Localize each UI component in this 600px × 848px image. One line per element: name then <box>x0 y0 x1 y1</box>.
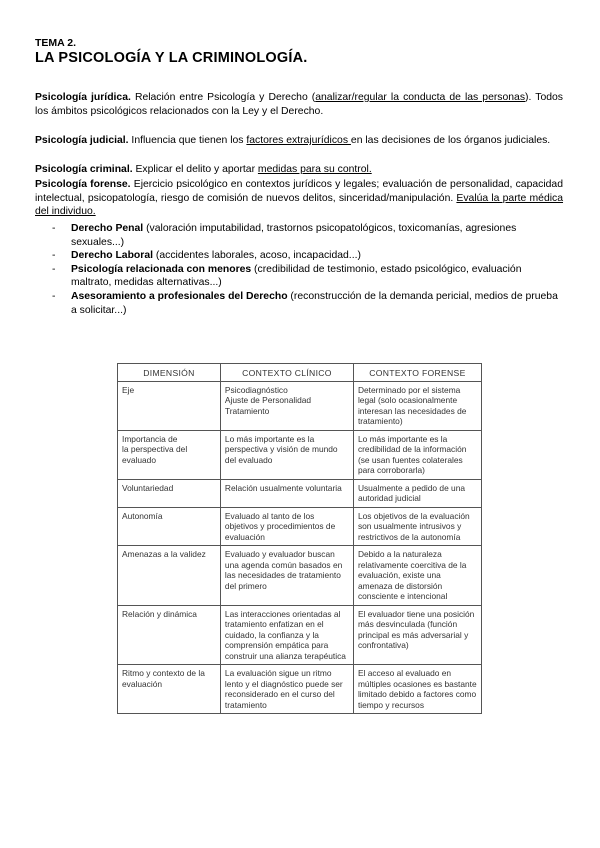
term-label: Psicología criminal. <box>35 164 133 175</box>
paragraph-text: Influencia que tienen los <box>128 135 247 146</box>
list-item-text: (reconstrucción de la demanda pericial, medios de prueba a solicitar...) <box>71 290 558 316</box>
page-title: LA PSICOLOGÍA Y LA CRIMINOLOGÍA. <box>35 50 308 66</box>
underlined-text: medidas para su control. <box>257 164 372 175</box>
table-cell-clinical: La evaluación sigue un ritmo lento y el diagnóstico puede ser reconsiderado en el curso del tratamiento <box>220 665 353 714</box>
list-item <box>52 263 562 290</box>
column-header: CONTEXTO FORENSE <box>353 364 481 382</box>
underlined-text: Evalúa la parte médica del individuo. <box>35 192 564 218</box>
list-dash: - <box>52 263 56 275</box>
list-item-text: (valoración imputabilidad, trastornos psicopatológicos, toxicomanías, agresiones sexuales...) <box>71 223 517 248</box>
table-cell-forensic: El acceso al evaluado en múltiples ocasiones es bastante limitado debido a factores como tiempo y recursos <box>353 665 481 714</box>
underlined-text: analizar/regular la conducta de las personas <box>315 92 526 103</box>
table-cell-clinical: Psicodiagnóstico Ajuste de Personalidad Tratamiento <box>220 381 353 430</box>
paragraph-psicologia-forense <box>35 178 563 219</box>
table-cell-dimension: Relación y dinámica <box>118 605 221 665</box>
paragraph-text: Explicar el delito y aportar <box>132 164 258 175</box>
paragraph-text: Ejercicio psicológico en contextos jurídicos y legales; evaluación de personalidad, capacidad intelectual, psicopatología, riesgo de comisión de nuevos delitos, sinceridad/manipulación. <box>35 179 563 204</box>
term-label: Psicología jurídica. <box>35 92 131 103</box>
column-header: DIMENSIÓN <box>118 364 221 382</box>
table-cell-forensic: Debido a la naturaleza relativamente coercitiva de la evaluación, existe una amenaza de distorsión consciente e intencional <box>353 546 481 606</box>
paragraph-psicologia-judicial <box>35 134 563 148</box>
list-item-text: (credibilidad de testimonio, estado psicológico, evaluación maltrato, medidas alternativas...) <box>71 263 522 289</box>
table-cell-clinical: Evaluado al tanto de los objetivos y procedimientos de evaluación <box>220 507 353 546</box>
term-label: Psicología judicial. <box>35 135 129 146</box>
paragraph-text: Relación entre Psicología y Derecho ( <box>130 92 316 103</box>
table-cell-clinical: Lo más importante es la perspectiva y visión de mundo del evaluado <box>220 430 353 479</box>
list-item-term: Psicología relacionada con menores <box>71 263 252 275</box>
table-cell-forensic: Usualmente a pedido de una autoridad judicial <box>353 479 481 507</box>
list-dash: - <box>52 290 56 302</box>
table-cell-dimension: Importancia de la perspectiva del evaluado <box>118 430 221 479</box>
table-cell-dimension: Eje <box>118 381 221 430</box>
list-dash: - <box>52 223 56 234</box>
list-item-term: Asesoramiento a profesionales del Derecho <box>71 290 288 302</box>
table-cell-dimension: Ritmo y contexto de la evaluación <box>118 665 221 714</box>
table-body <box>118 381 482 714</box>
table-row <box>118 546 482 606</box>
list-item <box>52 290 562 317</box>
underlined-text: factores extrajurídicos <box>246 135 351 146</box>
table-cell-clinical: Relación usualmente voluntaria <box>220 479 353 507</box>
table-cell-dimension: Voluntariedad <box>118 479 221 507</box>
table-row <box>118 665 482 714</box>
table-cell-dimension: Autonomía <box>118 507 221 546</box>
topic-number: TEMA 2. <box>35 37 77 49</box>
comparison-table <box>117 363 482 714</box>
list-item <box>52 222 562 249</box>
list-dash: - <box>52 250 56 262</box>
table-cell-clinical: Evaluado y evaluador buscan una agenda común basados en las necesidades de tratamiento del primero <box>220 546 353 606</box>
list-item-term: Derecho Laboral <box>71 250 153 262</box>
table-row <box>118 605 482 665</box>
table-cell-forensic: Los objetivos de la evaluación son usualmente intrusivos y restrictivos de la autonomía <box>353 507 481 546</box>
paragraph-text: ). Todos los ámbitos psicológicos relacionados con la Ley y el Derecho. <box>35 92 563 117</box>
paragraph-psicologia-criminal <box>35 163 563 177</box>
table-row <box>118 430 482 479</box>
list-item <box>52 249 562 263</box>
term-label: Psicología forense. <box>35 179 131 190</box>
list-item-term: Derecho Penal <box>71 223 144 234</box>
paragraph-psicologia-juridica <box>35 91 563 118</box>
table-cell-forensic: Determinado por el sistema legal (solo ocasionalmente interesan las necesidades de tratamiento) <box>353 381 481 430</box>
paragraph-text: en las decisiones de los órganos judiciales. <box>350 135 551 146</box>
table-row <box>118 381 482 430</box>
table-cell-clinical: Las interacciones orientadas al tratamiento enfatizan en el cuidado, la confianza y la comprensión empática para construir una alianza terapéutica <box>220 605 353 665</box>
table-cell-dimension: Amenazas a la validez <box>118 546 221 606</box>
table-header-row <box>118 364 482 382</box>
forensic-areas-list <box>52 222 562 317</box>
list-item-text: (accidentes laborales, acoso, incapacidad...) <box>153 250 361 262</box>
table-row <box>118 479 482 507</box>
table-cell-forensic: Lo más importante es la credibilidad de la información (se usan fuentes colaterales para corroborarla) <box>353 430 481 479</box>
column-header: CONTEXTO CLÍNICO <box>220 364 353 382</box>
table-row <box>118 507 482 546</box>
table-cell-forensic: El evaluador tiene una posición más desvinculada (función principal es más adversarial y confrontativa) <box>353 605 481 665</box>
